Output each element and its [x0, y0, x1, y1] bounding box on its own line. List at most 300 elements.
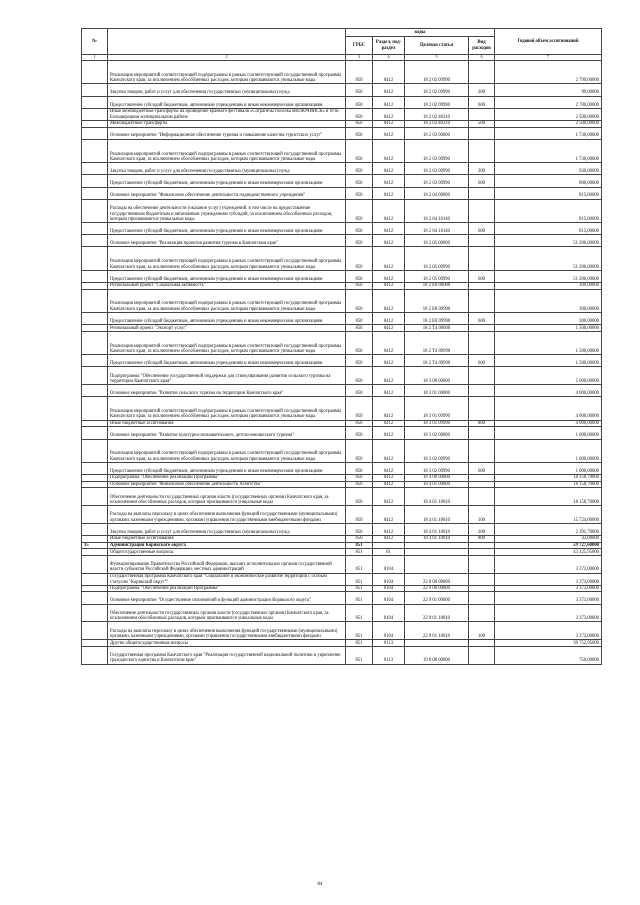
row-target-article: 18 2 05 09990 [405, 270, 469, 282]
row-name: Предоставление субсидий бюджетным, автономным учреждениям и иным некоммерческим организациям [108, 96, 346, 108]
row-section: 0412 [373, 462, 405, 474]
row-expense-type: 200 [469, 163, 495, 175]
row-expense-type [469, 61, 495, 84]
row-expense-type [469, 325, 495, 332]
table-row [82, 439, 602, 462]
row-name: Закупка товаров, работ и услуг для обеспечения государственных (муниципальных) нужд [108, 163, 346, 175]
row-target-article: 18 2 02 09990 [405, 96, 469, 108]
row-grbs: 850 [346, 163, 373, 175]
row-expense-type [469, 331, 495, 354]
row-amount: 3 373,00000 [495, 573, 602, 585]
row-expense-type [469, 283, 495, 290]
row-section: 0412 [373, 270, 405, 282]
row-grbs: 850 [346, 187, 373, 199]
row-name: Основное мероприятие "Финансовое обеспечение деятельности подведомственного учреждения" [108, 187, 346, 199]
row-section: 0412 [373, 223, 405, 235]
row-name: Реализация мероприятий соответствующей подпрограммы в рамках соответствующей государственной программы Камчатского края, за исключением обособленных расходов, которым присваиваются уникальные коды [108, 61, 346, 84]
row-amount: 5 000,00000 [495, 367, 602, 385]
row-amount: 39 752,95000 [495, 640, 602, 647]
row-grbs: 850 [346, 420, 373, 427]
row-expense-type [469, 488, 495, 506]
table-row [82, 462, 602, 474]
row-section: 0412 [373, 96, 405, 108]
row-amount: 4 000,00000 [495, 385, 602, 397]
table-row [82, 385, 602, 397]
row-name: Обеспечение деятельности государственных органов власти (государственных органов) Камчатского края, за исключением обособленных расходов, которым присваиваются уникальные коды [108, 488, 346, 506]
row-expense-type [469, 439, 495, 462]
row-number [82, 604, 108, 622]
row-section: 0412 [373, 175, 405, 187]
row-number [82, 331, 108, 354]
row-name: Функционирование Правительства Российской Федерации, высших исполнительных органов государственной власти субъектов Российской Федерации, местных администраций [108, 555, 346, 573]
row-target-article: 22 9 00 00000 [405, 585, 469, 592]
row-grbs: 850 [346, 108, 373, 120]
row-name: Основное мероприятие "Реализация проектов развития туризма в Камчатском крае" [108, 235, 346, 247]
row-name: Администрация Корякского округа [108, 542, 346, 549]
row-target-article: 18 2 E8 09990 [405, 289, 469, 312]
row-grbs: 851 [346, 573, 373, 585]
row-name: Основное мероприятие "Осуществление полномочий в функций администрации Корякского округа" [108, 592, 346, 604]
row-grbs: 850 [346, 127, 373, 139]
row-grbs: 850 [346, 488, 373, 506]
row-expense-type [469, 385, 495, 397]
row-target-article: 22 9 01 10010 [405, 622, 469, 640]
row-target-article: 18 4 01 10010 [405, 488, 469, 506]
table-row [82, 223, 602, 235]
row-number [82, 462, 108, 474]
row-amount: 18 158,70000 [495, 475, 602, 482]
row-section: 0412 [373, 385, 405, 397]
row-amount: 15 724,00000 [495, 506, 602, 524]
row-expense-type: 200 [469, 523, 495, 535]
row-name: Общегосударственные вопросы [108, 549, 346, 556]
row-number [82, 420, 108, 427]
row-section: 0412 [373, 127, 405, 139]
row-section: 0104 [373, 555, 405, 573]
table-row [82, 585, 602, 592]
row-amount: 2 391,70000 [495, 523, 602, 535]
row-target-article: 18 2 T4 09990 [405, 331, 469, 354]
row-number [82, 175, 108, 187]
row-target-article: 18 2 E8 00000 [405, 283, 469, 290]
row-section: 0412 [373, 187, 405, 199]
table-row [82, 61, 602, 84]
row-amount: 1 500,00000 [495, 331, 602, 354]
row-grbs: 850 [346, 270, 373, 282]
row-section: 0412 [373, 536, 405, 543]
table-row [82, 108, 602, 120]
table-row [82, 96, 602, 108]
row-name: Основное мероприятие "Финансовое обеспечение деятельности Агентства" [108, 481, 346, 488]
row-target-article: 22 9 01 10010 [405, 604, 469, 622]
row-expense-type [469, 367, 495, 385]
table-row [82, 127, 602, 139]
row-name: Региональный проект "Социальная активность" [108, 283, 346, 290]
table-row [82, 139, 602, 162]
row-grbs: 850 [346, 462, 373, 474]
row-section: 01 [373, 549, 405, 556]
row-expense-type [469, 585, 495, 592]
table-row [82, 325, 602, 332]
table-row [82, 555, 602, 573]
row-amount: 1 730,00000 [495, 127, 602, 139]
row-section: 0412 [373, 475, 405, 482]
row-number [82, 573, 108, 585]
table-row [82, 506, 602, 524]
header-amount: Годовой объем ассигнований [495, 29, 602, 55]
table-row [82, 235, 602, 247]
row-name: Предоставление субсидий бюджетным, автономным учреждениям и иным некоммерческим организациям [108, 313, 346, 325]
row-amount: 800,00000 [495, 175, 602, 187]
row-amount: 815,00000 [495, 199, 602, 222]
row-target-article: 18 3 00 00000 [405, 367, 469, 385]
row-amount: 1 500,00000 [495, 325, 602, 332]
row-amount: 3 373,00000 [495, 585, 602, 592]
row-section: 0104 [373, 604, 405, 622]
row-grbs: 851 [346, 592, 373, 604]
row-grbs: 851 [346, 585, 373, 592]
row-name: Основное мероприятие "Информационное обеспечение туризма и повышение качества туристских услуг" [108, 127, 346, 139]
row-target-article: 18 4 00 00000 [405, 475, 469, 482]
row-expense-type [469, 187, 495, 199]
row-number [82, 555, 108, 573]
row-name: Закупка товаров, работ и услуг для обеспечения государственных (муниципальных) нужд [108, 84, 346, 96]
column-index: 3 [346, 55, 373, 61]
table-row [82, 283, 602, 290]
row-target-article: 18 2 T4 00000 [405, 325, 469, 332]
row-target-article: 18 4 01 10010 [405, 536, 469, 543]
row-expense-type [469, 199, 495, 222]
row-expense-type: 100 [469, 622, 495, 640]
row-target-article [405, 542, 469, 549]
row-name: Реализация мероприятий соответствующей подпрограммы в рамках соответствующей государственной программы Камчатского края, за исключением обособленных расходов, которым присваиваются уникальные коды [108, 397, 346, 420]
row-number [82, 536, 108, 543]
header-codes: коды [346, 29, 495, 37]
row-number [82, 646, 108, 664]
table-row [82, 542, 602, 549]
row-amount: 4 000,00000 [495, 397, 602, 420]
row-grbs: 850 [346, 175, 373, 187]
row-amount: 51 206,00000 [495, 247, 602, 270]
row-number [82, 235, 108, 247]
row-name: Подпрограмма "Обеспечение реализации Программы" [108, 585, 346, 592]
row-name: Основное мероприятие "Развитие культурно-познавательного, детско-юношеского туризма" [108, 427, 346, 439]
row-name: Расходы на обеспечение деятельности (оказание услуг) учреждений, в том числе на предоставление государственным бюджетным и автономным учреждениям субсидий, за исключением обособленных расходов, которым присваиваются уникальные коды [108, 199, 346, 222]
row-name: Предоставление субсидий бюджетным, автономным учреждениям и иным некоммерческим организациям [108, 270, 346, 282]
row-section: 0412 [373, 488, 405, 506]
row-grbs: 850 [346, 439, 373, 462]
row-amount: 300,00000 [495, 313, 602, 325]
row-expense-type [469, 247, 495, 270]
row-number [82, 247, 108, 270]
row-target-article: 18 2 T4 09990 [405, 355, 469, 367]
row-section: 0412 [373, 367, 405, 385]
row-expense-type: 600 [469, 355, 495, 367]
row-grbs: 850 [346, 385, 373, 397]
row-number [82, 397, 108, 420]
row-expense-type [469, 139, 495, 162]
row-section: 0412 [373, 506, 405, 524]
row-section: 0412 [373, 397, 405, 420]
row-amount: 18 158,70000 [495, 488, 602, 506]
row-amount: 2 500,00000 [495, 120, 602, 127]
table-row [82, 199, 602, 222]
row-amount: 2 700,00000 [495, 96, 602, 108]
column-index: 4 [373, 55, 405, 61]
row-grbs: 850 [346, 475, 373, 482]
row-name: Реализация мероприятий соответствующей подпрограммы в рамках соответствующей государственной программы Камчатского края, за исключением обособленных расходов, которым присваиваются уникальные коды [108, 331, 346, 354]
row-section: 0412 [373, 355, 405, 367]
row-name: Иные бюджетные ассигнования [108, 420, 346, 427]
row-amount: 1 730,00000 [495, 139, 602, 162]
row-number [82, 270, 108, 282]
row-amount: 1 000,00000 [495, 439, 602, 462]
row-section [373, 542, 405, 549]
row-grbs: 850 [346, 139, 373, 162]
row-number [82, 523, 108, 535]
row-amount: 51 206,00000 [495, 270, 602, 282]
row-name: Реализация мероприятий соответствующей подпрограммы в рамках соответствующей государственной программы Камчатского края, за исключением обособленных расходов, которым присваиваются уникальные коды [108, 139, 346, 162]
row-amount: 750,00000 [495, 646, 602, 664]
row-section: 0412 [373, 289, 405, 312]
row-target-article: 18 4 01 10010 [405, 506, 469, 524]
row-target-article: 18 2 04 10140 [405, 223, 469, 235]
row-amount: 18 158,70000 [495, 481, 602, 488]
row-number [82, 325, 108, 332]
row-number [82, 187, 108, 199]
table-row [82, 247, 602, 270]
row-section: 0412 [373, 523, 405, 535]
header-razd: Раздел, под-раздел [373, 37, 405, 55]
row-section: 0412 [373, 247, 405, 270]
row-expense-type [469, 592, 495, 604]
row-expense-type [469, 549, 495, 556]
row-name: Государственная программа Камчатского края "Реализация государственной национальной политики и укрепление гражданского единства в Камчатском крае" [108, 646, 346, 664]
row-number [82, 313, 108, 325]
row-amount: 43,00000 [495, 536, 602, 543]
row-expense-type [469, 555, 495, 573]
row-amount: 1 500,00000 [495, 355, 602, 367]
row-amount: 3 373,00000 [495, 555, 602, 573]
row-section: 0412 [373, 420, 405, 427]
row-name: Предоставление субсидий бюджетным, автономным учреждениям и иным некоммерческим организациям [108, 175, 346, 187]
row-target-article: 18 4 01 00000 [405, 481, 469, 488]
table-row [82, 420, 602, 427]
row-expense-type [469, 640, 495, 647]
row-target-article [405, 640, 469, 647]
column-index: 2 [108, 55, 346, 61]
row-target-article: 22 0 00 00000 [405, 573, 469, 585]
row-number [82, 592, 108, 604]
row-number: 35 [82, 542, 108, 549]
row-expense-type: 800 [469, 536, 495, 543]
row-target-article: 18 2 03 09990 [405, 163, 469, 175]
page-number: 84 [317, 882, 323, 887]
row-expense-type [469, 481, 495, 488]
table-row [82, 536, 602, 543]
row-amount: 300,00000 [495, 289, 602, 312]
row-target-article: 18 2 02 40310 [405, 108, 469, 120]
table-row [82, 163, 602, 175]
table-row [82, 573, 602, 585]
row-expense-type: 100 [469, 506, 495, 524]
row-amount: 2 799,00000 [495, 61, 602, 84]
row-grbs: 851 [346, 549, 373, 556]
row-section: 0412 [373, 331, 405, 354]
row-target-article: 22 9 01 00000 [405, 592, 469, 604]
column-index: 5 [405, 55, 469, 61]
column-index: 7 [495, 55, 602, 61]
row-expense-type [469, 289, 495, 312]
row-section: 0412 [373, 120, 405, 127]
row-section: 0412 [373, 139, 405, 162]
row-number [82, 640, 108, 647]
row-amount: 51 206,00000 [495, 235, 602, 247]
row-grbs: 850 [346, 120, 373, 127]
row-name: Межбюджетные трансферты [108, 120, 346, 127]
row-number [82, 475, 108, 482]
row-number [82, 481, 108, 488]
row-expense-type [469, 604, 495, 622]
row-target-article: 18 2 03 09990 [405, 175, 469, 187]
table-row [82, 175, 602, 187]
table-row [82, 475, 602, 482]
row-grbs: 850 [346, 397, 373, 420]
row-target-article: 18 3 01 09990 [405, 420, 469, 427]
row-name: Расходы на выплаты персоналу в целях обеспечения выполнения функций государственными (муниципальными) органами, казенными учреждениями, органами управления государственными внебюджетными фондами [108, 506, 346, 524]
row-name: Иные межбюджетные трансферты на проведение краевого фестиваля «Сотрапезы поселка ВИЛЮЧИНСК» в Усть-Большерецком муниципальном районе [108, 108, 346, 120]
table-row [82, 592, 602, 604]
table-row [82, 549, 602, 556]
row-target-article: 18 2 E8 09990 [405, 313, 469, 325]
column-index: 1 [82, 55, 108, 61]
row-grbs: 850 [346, 61, 373, 84]
row-expense-type [469, 108, 495, 120]
table-row [82, 488, 602, 506]
row-number [82, 108, 108, 120]
row-section: 0113 [373, 640, 405, 647]
row-expense-type: 600 [469, 462, 495, 474]
row-grbs: 850 [346, 536, 373, 543]
row-target-article: 18 2 04 00000 [405, 187, 469, 199]
row-name: Подпрограмма "Обеспечение реализации Программы" [108, 475, 346, 482]
row-amount: 43 125,95000 [495, 549, 602, 556]
table-row [82, 84, 602, 96]
row-target-article: 18 2 03 00000 [405, 127, 469, 139]
row-amount: 930,00000 [495, 163, 602, 175]
row-number [82, 622, 108, 640]
row-grbs: 850 [346, 313, 373, 325]
row-number [82, 120, 108, 127]
row-amount: 2 500,00000 [495, 108, 602, 120]
row-grbs: 851 [346, 604, 373, 622]
row-number [82, 223, 108, 235]
row-grbs: 850 [346, 235, 373, 247]
row-number [82, 427, 108, 439]
row-amount: 3 373,00000 [495, 592, 602, 604]
row-amount: 300,00000 [495, 283, 602, 290]
table-row [82, 604, 602, 622]
row-name: Расходы на выплаты персоналу в целях обеспечения выполнения функций государственными (муниципальными) органами, казенными учреждениями, органами управления государственными внебюджетными фондами [108, 622, 346, 640]
row-expense-type [469, 397, 495, 420]
row-target-article: 18 2 02 09990 [405, 84, 469, 96]
row-grbs: 850 [346, 481, 373, 488]
row-name: Обеспечение деятельности государственных органов власти (государственных органов) Камчатского края, за исключением обособленных расходов, которым присваиваются уникальные коды [108, 604, 346, 622]
row-target-article: 18 4 01 10010 [405, 523, 469, 535]
table-row [82, 523, 602, 535]
row-expense-type: 500 [469, 120, 495, 127]
row-section: 0412 [373, 439, 405, 462]
row-amount: 815,00000 [495, 223, 602, 235]
row-section: 0412 [373, 163, 405, 175]
table-row [82, 622, 602, 640]
row-expense-type: 800 [469, 420, 495, 427]
row-name: Предоставление субсидий бюджетным, автономным учреждениям и иным некоммерческим организациям [108, 355, 346, 367]
row-target-article: 18 2 05 00000 [405, 235, 469, 247]
row-grbs: 850 [346, 325, 373, 332]
row-amount: 1 000,00000 [495, 462, 602, 474]
row-grbs: 850 [346, 223, 373, 235]
row-expense-type [469, 427, 495, 439]
row-expense-type [469, 127, 495, 139]
row-expense-type [469, 573, 495, 585]
row-amount: 99,00000 [495, 84, 602, 96]
row-number [82, 585, 108, 592]
row-target-article: 18 2 05 09990 [405, 247, 469, 270]
row-grbs: 850 [346, 283, 373, 290]
row-grbs: 851 [346, 640, 373, 647]
row-section: 0412 [373, 108, 405, 120]
row-grbs: 851 [346, 555, 373, 573]
row-target-article: 19 0 00 00000 [405, 646, 469, 664]
row-expense-type: 600 [469, 270, 495, 282]
row-grbs: 850 [346, 247, 373, 270]
table-row [82, 427, 602, 439]
row-grbs: 850 [346, 199, 373, 222]
row-section: 0412 [373, 427, 405, 439]
table-row [82, 331, 602, 354]
header-grbs: ГРБС [346, 37, 373, 55]
row-number [82, 84, 108, 96]
row-section: 0412 [373, 61, 405, 84]
row-target-article: 18 3 02 09990 [405, 439, 469, 462]
row-number [82, 127, 108, 139]
row-name: Реализация мероприятий соответствующей подпрограммы в рамках соответствующей государственной программы Камчатского края, за исключением обособленных расходов, которым присваиваются уникальные коды [108, 439, 346, 462]
table-row [82, 270, 602, 282]
row-grbs: 850 [346, 367, 373, 385]
row-number [82, 506, 108, 524]
header-vr: Вид расходов [469, 37, 495, 55]
table-row [82, 313, 602, 325]
row-number [82, 283, 108, 290]
row-grbs: 851 [346, 646, 373, 664]
row-number [82, 163, 108, 175]
header-csr: Целевая статья [405, 37, 469, 55]
row-grbs: 850 [346, 331, 373, 354]
row-name: Региональный проект "Экспорт услуг" [108, 325, 346, 332]
row-target-article: 18 3 02 09990 [405, 462, 469, 474]
row-name: Основное мероприятие "Развитие сельского туризма на территории Камчатского края" [108, 385, 346, 397]
row-section: 0412 [373, 481, 405, 488]
row-grbs: 850 [346, 84, 373, 96]
row-target-article: 18 3 01 00000 [405, 385, 469, 397]
row-target-article: 18 2 04 10140 [405, 199, 469, 222]
column-index: 6 [469, 55, 495, 61]
row-section: 0412 [373, 313, 405, 325]
row-number [82, 385, 108, 397]
row-amount: 1 000,00000 [495, 427, 602, 439]
row-grbs: 850 [346, 523, 373, 535]
